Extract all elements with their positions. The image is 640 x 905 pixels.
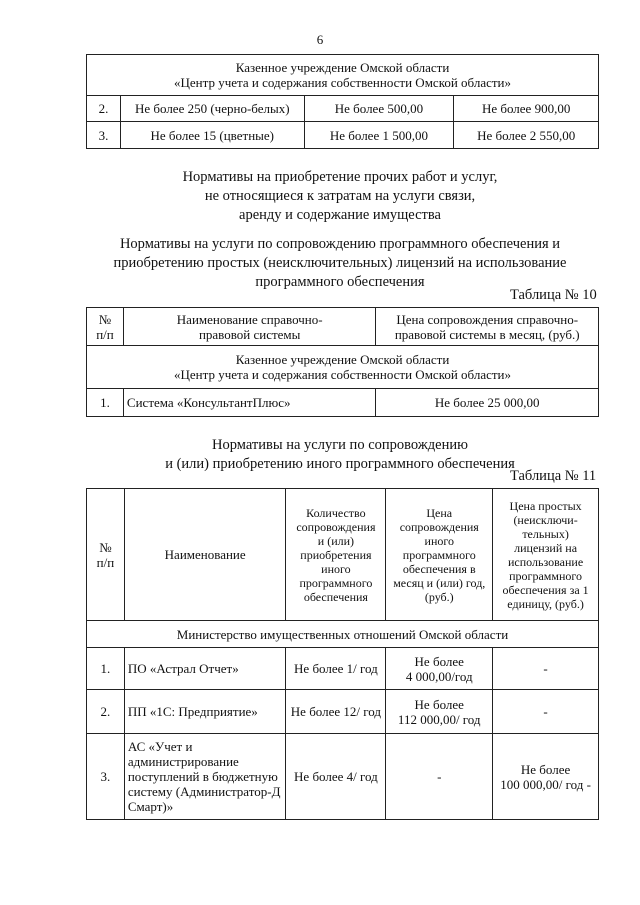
heading-line: Нормативы на услуги по сопровождению программного обеспечения и <box>119 236 561 252</box>
heading-line: Нормативы на услуги по сопровождению <box>212 437 468 453</box>
row-number: 3. <box>87 122 121 149</box>
row-number: 2. <box>87 96 121 122</box>
software-name: ПП «1С: Предприятие» <box>124 690 286 734</box>
num-header-line: № <box>98 311 112 327</box>
quantity-cell: Не более 250 (черно-белых) <box>120 96 304 122</box>
org-line-2: «Центр учета и содержания собственности Омской области» <box>173 75 512 90</box>
price-header-line: Цена сопровождения справочно- <box>396 311 579 327</box>
name-header <box>123 308 376 346</box>
header-line: программного <box>299 575 373 590</box>
price-line: Не более <box>414 696 464 712</box>
name-line: администрирование <box>127 754 239 769</box>
org-header <box>87 346 599 389</box>
heading-line: не относящиеся к затратам на услуги связи, <box>204 188 476 204</box>
table-row <box>87 389 599 417</box>
header-line: использование <box>508 554 584 569</box>
org-line-2: «Центр учета и содержания собственности Омской области» <box>173 367 512 382</box>
header-line: Цена простых <box>509 498 582 513</box>
price-cell: - <box>386 734 493 820</box>
header-line: иного <box>321 561 351 576</box>
header-line: тельных) <box>522 526 569 541</box>
system-name: Система «КонсультантПлюс» <box>123 389 376 417</box>
qty-cell: Не более 1/ год <box>286 648 386 690</box>
name-line: Смарт)» <box>127 799 174 814</box>
org-header <box>87 55 599 96</box>
heading-line: Нормативы на приобретение прочих работ и услуг, <box>182 169 498 185</box>
header-line: обеспечения в <box>402 561 476 576</box>
row-number: 1. <box>87 389 124 417</box>
table-row <box>87 734 599 820</box>
heading-line: программного обеспечения <box>255 274 425 290</box>
header-line: обеспечения <box>303 589 368 604</box>
price-cell: Не более 25 000,00 <box>376 389 599 417</box>
price-cell: Не более 2 550,00 <box>454 122 599 149</box>
header-line: Количество <box>306 505 366 520</box>
header-line: сопровождения <box>296 519 376 534</box>
header-line: Цена <box>426 505 453 520</box>
org-line-1: Казенное учреждение Омской области <box>235 352 450 367</box>
row-number: 3. <box>87 734 125 820</box>
software-name <box>124 734 286 820</box>
org-line-1: Казенное учреждение Омской области <box>235 60 450 75</box>
qty-cell: Не более 12/ год <box>286 690 386 734</box>
license-header <box>493 489 599 621</box>
price-cell: Не более 500,00 <box>304 96 454 122</box>
num-header-line: п/п <box>96 554 115 570</box>
table-row <box>87 122 599 149</box>
table-row <box>87 648 599 690</box>
name-header-line: правовой системы <box>198 326 301 342</box>
table10-label: Таблица № 10 <box>510 287 597 303</box>
heading-line: приобретению простых (неисключительных) лицензий на использование <box>113 255 567 271</box>
org-header: Министерство имущественных отношений Омской области <box>87 621 599 648</box>
num-header <box>87 489 125 621</box>
header-line: и (или) <box>317 533 355 548</box>
heading-line: и (или) приобретению иного программного обеспечения <box>165 456 515 472</box>
price-header <box>386 489 493 621</box>
table-row <box>87 96 599 122</box>
price-cell: Не более 1 500,00 <box>304 122 454 149</box>
page-number: 6 <box>316 32 324 47</box>
license-cell: - <box>493 648 599 690</box>
name-header: Наименование <box>124 489 286 621</box>
license-cell: - <box>493 690 599 734</box>
num-header-line: № <box>99 539 112 555</box>
price-line: 112 000,00/ год <box>397 711 481 727</box>
header-line: лицензий на <box>514 540 578 555</box>
table-11 <box>86 488 599 820</box>
license-line: Не более <box>520 761 571 777</box>
price-cell <box>386 648 493 690</box>
qty-cell: Не более 4/ год <box>286 734 386 820</box>
name-header-line: Наименование справочно- <box>176 311 323 327</box>
table-10 <box>86 307 599 417</box>
header-line: обеспечения за 1 <box>502 582 589 597</box>
header-line: сопровождения <box>399 519 479 534</box>
header-line: программного <box>402 547 476 562</box>
heading-line: аренду и содержание имущества <box>239 207 441 223</box>
num-header-line: п/п <box>96 326 114 342</box>
header-line: приобретения <box>300 547 372 562</box>
quantity-cell: Не более 15 (цветные) <box>120 122 304 149</box>
header-line: иного <box>424 533 454 548</box>
license-line: 100 000,00/ год - <box>500 776 591 792</box>
num-header <box>87 308 124 346</box>
row-number: 1. <box>87 648 125 690</box>
price-cell: Не более 900,00 <box>454 96 599 122</box>
license-cell <box>493 734 599 820</box>
table10-heading <box>0 235 640 292</box>
header-line: месяц и (или) год, <box>393 575 486 590</box>
table-top <box>86 54 599 149</box>
table-row <box>87 690 599 734</box>
header-line: программного <box>509 568 583 583</box>
name-line: поступлений в бюджетную <box>127 769 278 784</box>
qty-header <box>286 489 386 621</box>
header-row <box>87 489 599 621</box>
price-header-line: правовой системы в месяц, (руб.) <box>394 326 580 342</box>
price-line: Не более <box>414 653 464 669</box>
table11-label: Таблица № 11 <box>510 468 597 484</box>
price-header <box>376 308 599 346</box>
name-line: АС «Учет и <box>127 739 193 754</box>
name-line: систему (Администратор-Д <box>127 784 281 799</box>
price-cell <box>386 690 493 734</box>
row-number: 2. <box>87 690 125 734</box>
section-heading <box>0 168 640 225</box>
price-line: 4 000,00/год <box>405 668 473 684</box>
header-line: (руб.) <box>424 589 454 604</box>
header-row <box>87 308 599 346</box>
header-line: (неисключи- <box>513 512 578 527</box>
header-line: единицу, (руб.) <box>507 596 584 611</box>
software-name: ПО «Астрал Отчет» <box>124 648 286 690</box>
